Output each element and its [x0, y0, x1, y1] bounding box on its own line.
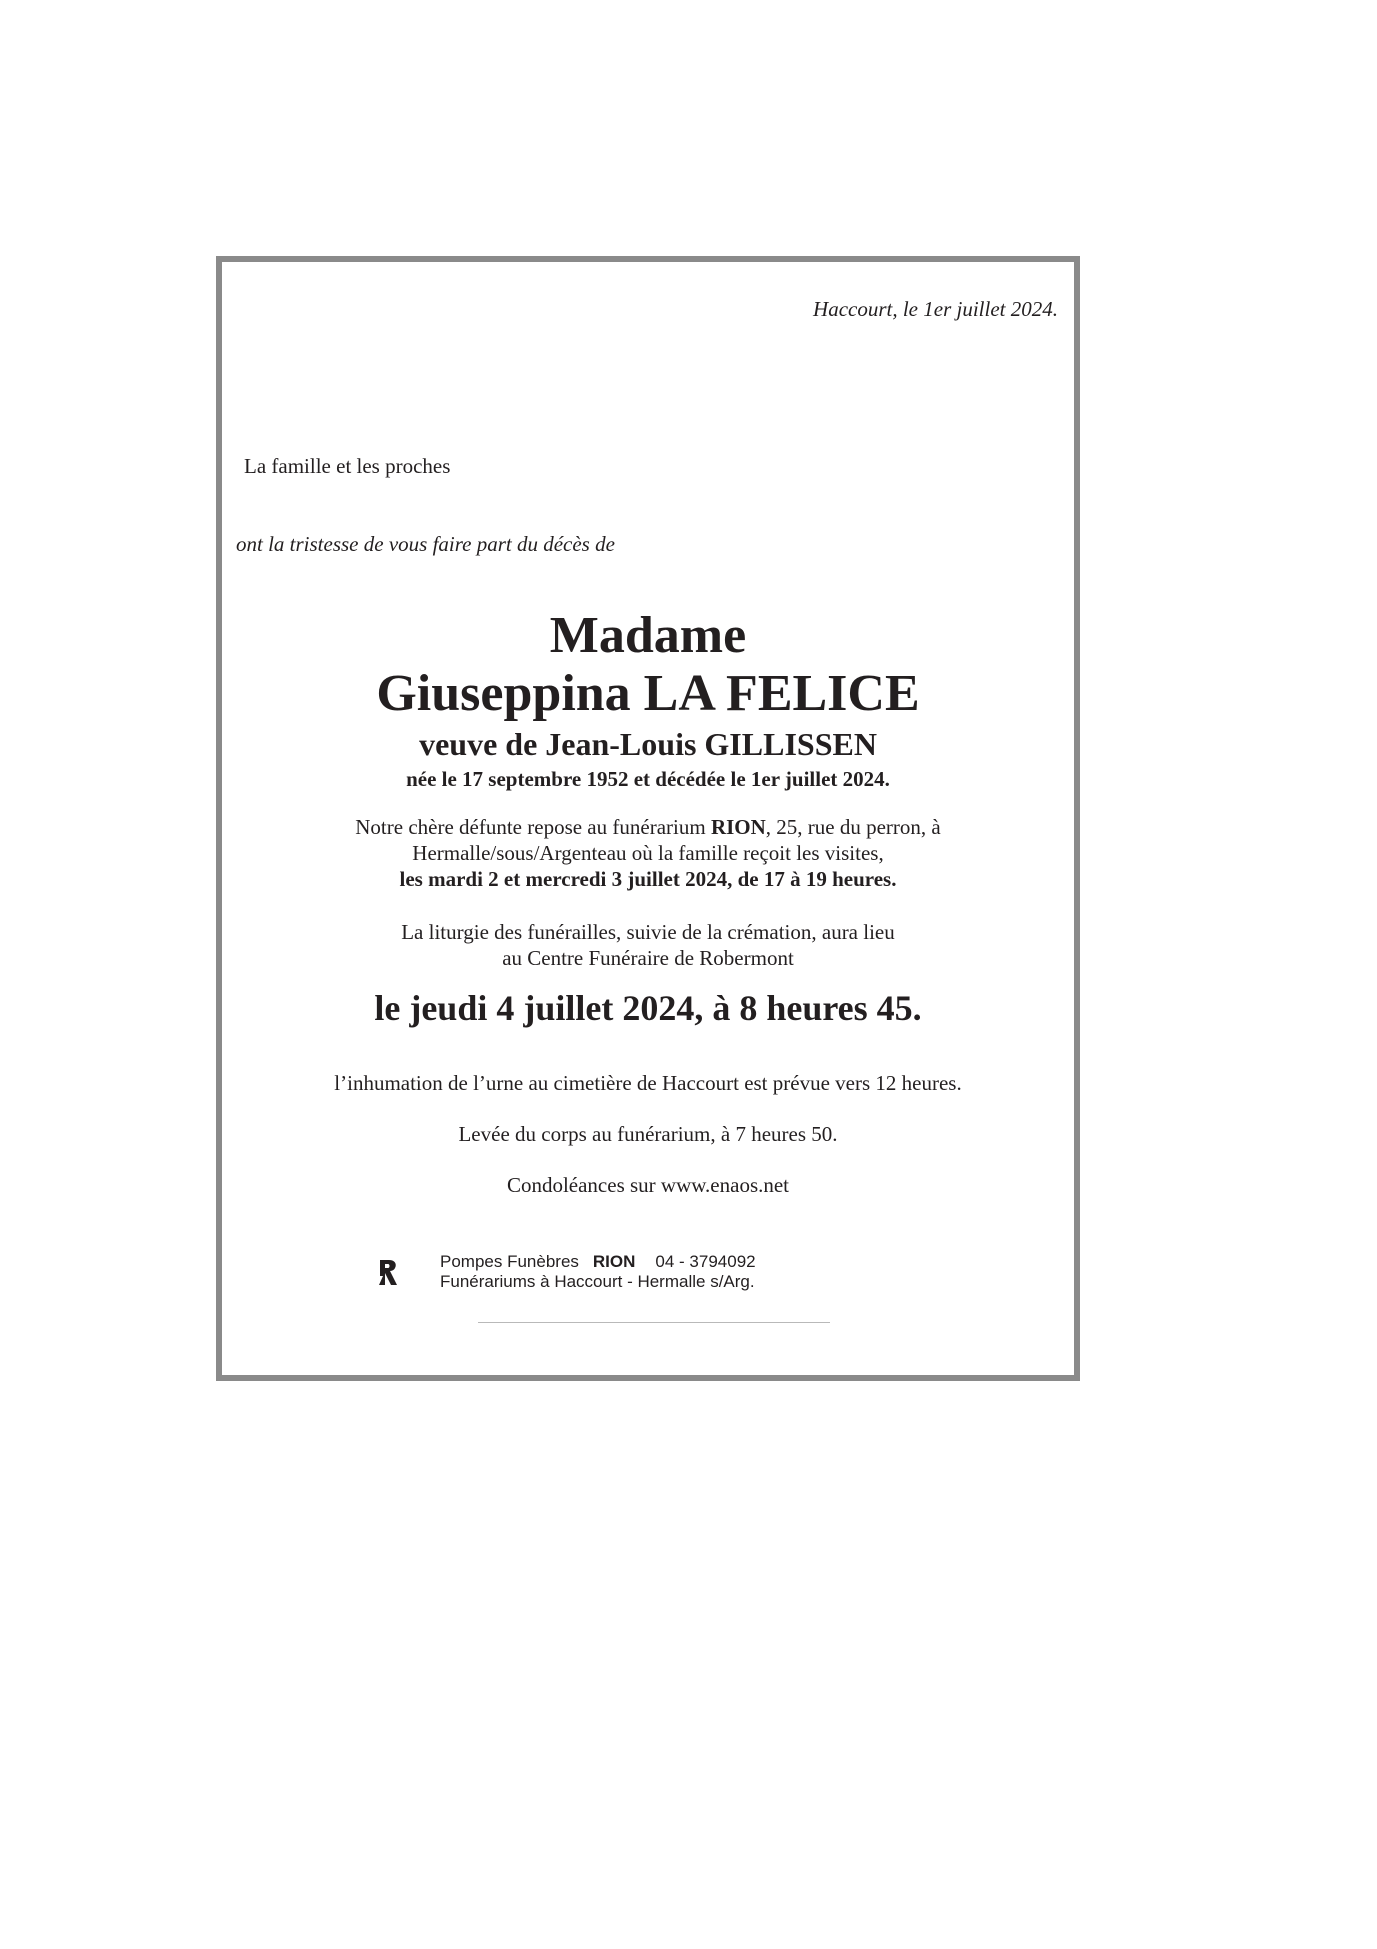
liturgy-line-1: La liturgie des funérailles, suivie de la crémation, aura lieu	[401, 920, 895, 944]
visitation-block	[222, 814, 1074, 892]
funeral-company-footer	[376, 1252, 770, 1292]
place-date: Haccourt, le 1er juillet 2024.	[813, 297, 1058, 321]
footer-label: Pompes Funèbres	[440, 1252, 579, 1271]
obituary-card	[216, 256, 1080, 1381]
visitation-line-3: les mardi 2 et mercredi 3 juillet 2024, de 17 à 19 heures.	[399, 867, 897, 891]
liturgy-block	[222, 919, 1074, 971]
footer-divider	[478, 1322, 830, 1323]
deceased-title: Madame	[549, 607, 747, 664]
footer-phone: 04 - 3794092	[655, 1252, 756, 1271]
footer-company-name: RION	[592, 1252, 636, 1271]
deceased-name: Giuseppina LA FELICE	[376, 665, 920, 722]
rion-logo-icon	[376, 1258, 400, 1288]
ceremony-datetime: le jeudi 4 juillet 2024, à 8 heures 45.	[374, 988, 922, 1028]
footer-text	[440, 1252, 770, 1292]
liturgy-line-2: au Centre Funéraire de Robermont	[502, 946, 794, 970]
birth-death-dates: née le 17 septembre 1952 et décédée le 1er juillet 2024.	[406, 767, 890, 791]
funeral-home-name: RION	[710, 815, 766, 839]
inhumation-line: l’inhumation de l’urne au cimetière de Haccourt est prévue vers 12 heures.	[334, 1071, 962, 1095]
announcement-line: ont la tristesse de vous faire part du décès de	[236, 532, 615, 556]
family-line: La famille et les proches	[244, 454, 451, 478]
condolences-line: Condoléances sur www.enaos.net	[506, 1173, 790, 1197]
visitation-line-2: Hermalle/sous/Argenteau où la famille reçoit les visites,	[412, 841, 884, 865]
levee-line: Levée du corps au funérarium, à 7 heures 50.	[458, 1122, 838, 1146]
footer-company-line	[440, 1252, 770, 1272]
visitation-line-1: Notre chère défunte repose au funérarium RION, 25, rue du perron, à	[355, 815, 941, 839]
spouse-line: veuve de Jean-Louis GILLISSEN	[419, 726, 877, 762]
footer-locations: Funérariums à Haccourt - Hermalle s/Arg.	[440, 1272, 755, 1291]
